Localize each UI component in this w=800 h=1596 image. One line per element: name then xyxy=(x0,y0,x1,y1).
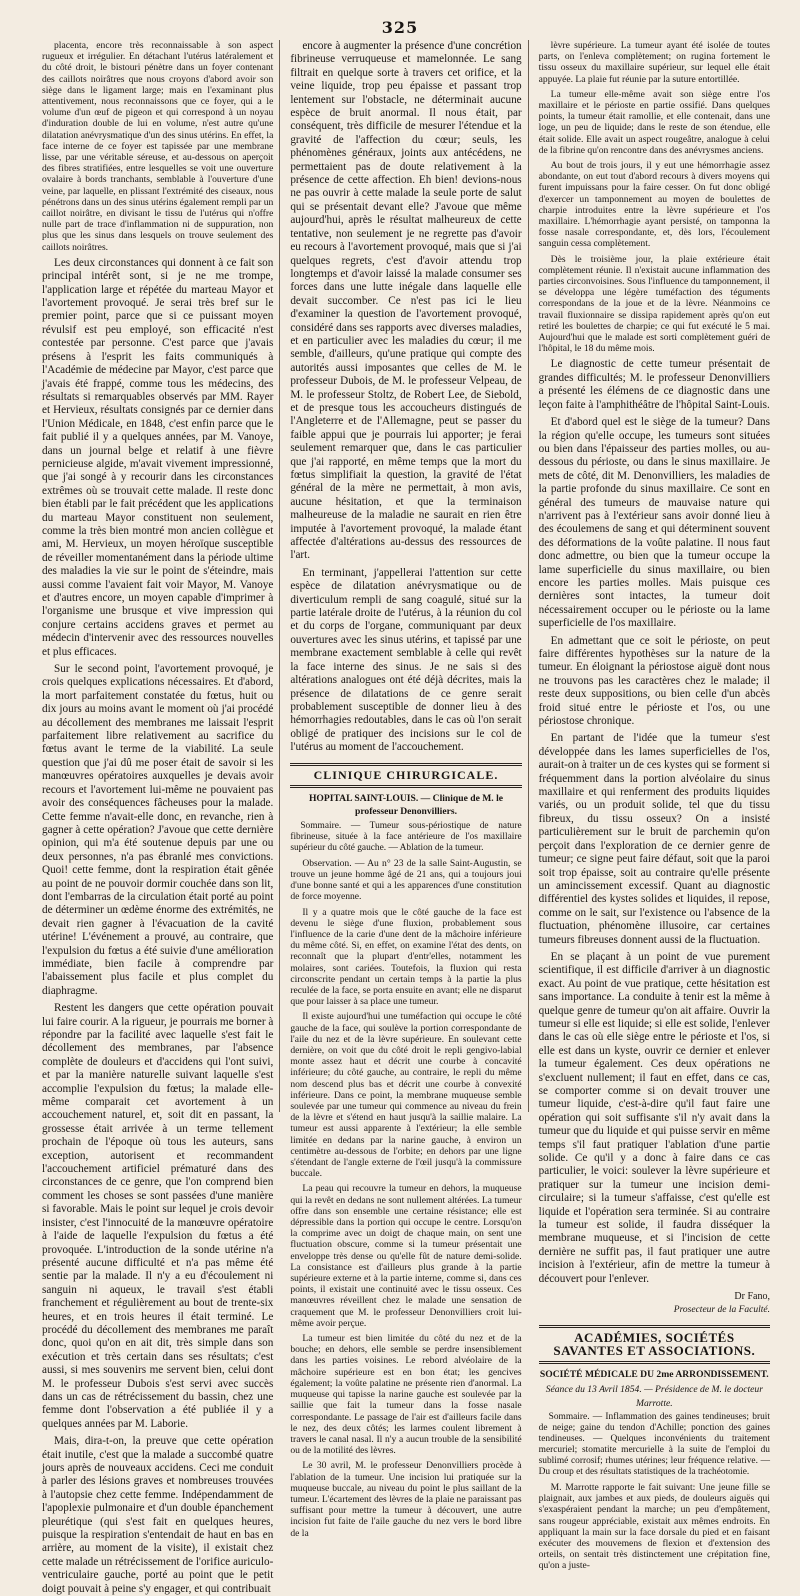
paragraph: Mais, dira-t-on, la preuve que cette opération était inutile, c'est que la malade a succombé quatre jours après de nouveaux accidens. Ceci me conduit à parler des lésions graves et nombreuses trouvées à l'autopsie chez cette femme. Indépendamment de l'apoplexie pulmonaire et d'un double épanchement pleurétique (qui s'est fait en quelques heures, puisque la respiration s'entendait de haut en bas en arrière, au moment de la visite), il existait chez cette malade un rétrécissement de l'orifice auriculo-ventriculaire gauche, porté au point que le petit doigt pouvait à peine s'y engager, et qui contribuait xyxy=(42,1435,274,1595)
paragraph: La tumeur elle-même avait son siège entre l'os maxillaire et le périoste en partie ossifié. Dans quelques points, la tumeur était ramollie, et elle contenait, dans une loge, un peu de liquide; dans le reste de son étendue, elle était solide. Elle avait un aspect rougeâtre, analogue à celui de la fibrine qu'on rencontre dans des anévrysmes anciens. xyxy=(538,88,770,156)
session-line: Séance du 13 Avril 1854. — Présidence de M. le docteur Marrotte. xyxy=(545,1384,763,1409)
section-heading-clinique: CLINIQUE CHIRURGICALE. xyxy=(290,763,521,788)
paragraph: En partant de l'idée que la tumeur s'est développée dans les lames superficielles de l'os, aurait-on à traiter un de ces kystes qui se forment si fréquemment dans la portion alvéolaire du sinus maxillaire et qui renferment des produits liquides variés, ou un produit solide, tel que du tissu fibreux, du tissu osseux? On a insisté particulièrement sur le bruit de parchemin qu'on perçoit dans l'exploration de ce dernier genre de tumeur; ce signe peut faire défaut, soit que la paroi soit trop épaisse, soit au contraire qu'elle présente un amincissement excessif. Quant au diagnostic différentiel des kystes solides et liquides, il repose, comme on le sait, sur l'existence ou l'absence de la fluctuation, phénomène illusoire, car certaines tumeurs fibreuses donnent aussi de la fluctuation. xyxy=(538,732,770,946)
column-left xyxy=(42,40,280,1595)
article-columns xyxy=(42,40,770,1595)
paragraph: Observation. — Au n° 23 de la salle Saint-Augustin, se trouve un jeune homme âgé de 21 ans, qui a toujours joui d'une bonne santé et qui a les apparences d'une constitution de force moyenne. xyxy=(290,857,522,903)
sommaire: Sommaire. — Tumeur sous-périostique de nature fibrineuse, située à la face antérieure de l'os maxillaire supérieur du côté gauche. — Ablation de la tumeur. xyxy=(290,820,522,853)
paragraph: Au bout de trois jours, il y eut une hémorrhagie assez abondante, on eut tout d'abord recours à divers moyens qui furent impuissans pour la faire cesser. On fut donc obligé d'exercer un tamponnement au moyen de boulettes de charpie introduites entre la lèvre supérieure et l'os maxillaire. L'hémorrhagie ayant persisté, on tamponna la fosse nasale correspondante, et, dès lors, l'écoulement sanguin cessa complètement. xyxy=(538,160,770,250)
hospital-heading: HOPITAL SAINT-LOUIS. — Clinique de M. le professeur Denonvilliers. xyxy=(308,792,504,818)
paragraph: M. Marrotte rapporte le fait suivant: Une jeune fille se plaignait, aux jambes et aux pieds, de douleurs aiguës qui s'exaspéraient pendant la marche; un peu d'empâtement, sans rougeur appréciable, existait aux mêmes endroits. En appliquant la main sur la face dorsale du pied et en faisant exécuter des mouvemens de flexion et d'extension des orteils, on sentait très distinctement une crépitation fine, qu'on a juste- xyxy=(538,1481,770,1572)
paragraph: lèvre supérieure. La tumeur ayant été isolée de toutes parts, on l'enleva complètement; on rugina fortement le tissu osseux du maxillaire supérieur, sur lequel elle était appuyée. La plaie fut réunie par la suture entortillée. xyxy=(538,40,770,85)
column-right xyxy=(538,40,770,1572)
author-signature: Dr Fano, xyxy=(734,1291,770,1303)
paragraph: Dès le troisième jour, la plaie extérieure était complètement réunie. Il n'existait aucune inflammation des parties circonvoisines. Sous l'influence du tamponnement, il se développa une légère tuméfaction des téguments correspondans de la joue et de la lèvre. Néanmoins ce travail fluxionnaire se dissipa rapidement après qu'on eut retiré les boulettes de charpie; ce qui fut exécuté le 5 mai. Aujourd'hui que le malade est sorti complètement guéri de l'hôpital, le 18 du même mois. xyxy=(538,253,770,355)
paragraph: La tumeur est bien limitée du côté du nez et de la bouche; en dehors, elle semble se perdre insensiblement dans les parties voisines. Le rebord alvéolaire de la mâchoire supérieure est en bon état; les gencives également; la voûte palatine ne présente rien d'anormal. La muqueuse qui tapisse la narine gauche est soulevée par la saillie que fait la tumeur dans la fosse nasale correspondante. Le passage de l'air est d'ailleurs facile dans le nez, des deux côtés; les larmes coulent librement à travers le canal nasal. Il n'y a aucun trouble de la sensibilité ou de la motilité des lèvres. xyxy=(290,1333,522,1457)
paragraph: En se plaçant à un point de vue purement scientifique, il est difficile d'arriver à un diagnostic exact. Au point de vue pratique, cette hésitation est sans importance. La conduite à tenir est la même à quelque genre de tumeur qu'on ait affaire. Ouvrir la tumeur si elle est liquide; si elle est solide, l'enlever dans le cas où elle siège entre le périoste et l'os, si elle est dans un kyste, ouvrir ce dernier et enlever la tumeur également. Ces deux opérations ne s'excluent nullement; il faut en effet, dans ce cas, se comporter comme si on devait trouver une tumeur liquide, c'est-à-dire qu'il faut faire une opération qui soit suffisante s'il n'y avait dans la tumeur que du liquide et qui puisse servir en même temps s'il faut pratiquer l'ablation d'une partie solide. Ce qu'il y a donc à faire dans ce cas particulier, le voici: soulever la lèvre supérieure et pratiquer sur la tumeur une incision demi-circulaire; si la tumeur s'affaisse, c'est qu'elle est liquide et l'opération sera terminée. Si au contraire la tumeur est solide, il faudra disséquer la membrane muqueuse, et si l'incision de cette dernière ne suffit pas, il faut pratiquer une autre incision à l'extérieur, afin de mettre la tumeur à découvert pour l'enlever. xyxy=(538,950,770,1285)
paragraph: La peau qui recouvre la tumeur en dehors, la muqueuse qui la revêt en dedans ne sont nullement altérées. La tumeur offre dans son ensemble une certaine résistance; elle est dépressible dans la portion qui occupe le centre. Lorsqu'on la comprime avec un doigt de chaque main, on sent une fluctuation obscure, comme si la tumeur présentait une enveloppe très dense ou qu'elle fût de nature demi-solide. La consistance est d'ailleurs plus grande à la partie supérieure externe et à la partie interne, comme si, dans ces points, il existait une continuité avec le tissu osseux. Ces manœuvres réveillent chez le malade une sensation de craquement que M. le professeur Denonvilliers croit lui-même avoir perçue. xyxy=(290,1183,522,1329)
paragraph: En admettant que ce soit le périoste, on peut faire différentes hypothèses sur la nature de la tumeur. En éloignant la périostose aiguë dont nous ne trouvons pas les caractères chez le malade; il reste deux suppositions, ou bien celle d'un abcès froid situé entre le périoste et l'os, ou une périostose chronique. xyxy=(538,634,770,728)
section-heading-academies: ACADÉMIES, SOCIÉTÉS SAVANTES ET ASSOCIATIONS. xyxy=(539,1325,770,1364)
author-title: Prosecteur de la Faculté. xyxy=(673,1304,770,1315)
paragraph: En terminant, j'appellerai l'attention sur cette espèce de dilatation anévrysmatique ou de diverticulum rempli de sang coagulé, situé sur la partie latérale droite de l'utérus, à la réunion du col et du corps de l'organe, communiquant par deux ouvertures avec les sinus utérins, et tapissé par une membrane exactement semblable à celle qui revêt la face interne des sinus. Je ne sais si des altérations analogues ont été déjà décrites, mais la présence de dilatations de ce genre serait probablement susceptible de donner lieu à des hémorrhagies redoutables, dans le cas où l'on serait obligé de pratiquer des incisions sur le col de l'utérus au moment de l'accouchement. xyxy=(290,566,522,754)
paragraph: placenta, encore très reconnaissable à son aspect rugueux et irrégulier. En détachant l'utérus latéralement et du côté droit, le bistouri pénètre dans un foyer contenant des caillots noirâtres que nous croyons d'abord avoir son siège dans le ligament large; mais en l'examinant plus attentivement, nous reconnaissons que ce foyer, qui a le volume d'un œuf de pigeon et qui correspond à un noyau d'induration double de lui en volume, n'est autre qu'une dilatation anévrysmatique d'un des sinus utérins. En effet, la face interne de ce foyer est tapissée par une membrane lisse, par une véritable séreuse, et au-dessous on aperçoit des fibres stratifiées, entre lesquelles se voit une ouverture ovalaire à bords tranchants, semblable à l'ouverture d'une veine, par laquelle, en plissant l'extrémité des ciseaux, nous pénétrons dans un des sinus utérins également rempli par un caillot noirâtre, en divisant le tissu de l'utérus qui n'offre nulle part de trace d'inflammation ni de suppuration, non plus que les sinus dans lesquels on trouve seulement des caillots noirâtres. xyxy=(42,40,274,253)
sommaire: Sommaire. — Inflammation des gaines tendineuses; bruit de neige; gaine du tendon d'Achille; ponction des gaines tendineuses. — Quelques inconvénients du traitement mercuriel; stomatite mercurielle à la suite de l'emploi du sublimé corrosif; rhumes utérines; leur fréquence relative. — Du croup et des résultats statistiques de la trachéotomie. xyxy=(538,1411,770,1477)
paragraph: Le diagnostic de cette tumeur présentait de grandes difficultés; M. le professeur Denonvilliers a présenté les élémens de ce diagnostic dans une leçon faite à l'amphithéâtre de l'hôpital Saint-Louis. xyxy=(538,358,770,411)
column-middle xyxy=(290,40,528,1539)
paragraph: Et d'abord quel est le siège de la tumeur? Dans la région qu'elle occupe, les tumeurs sont situées ou bien dans l'épaisseur des parties molles, ou au-dessous du périoste, ou dans le sinus maxillaire. Je mets de côté, dit M. Denonvilliers, les maladies de la partie profonde du sinus maxillaire. Ce sont en général des tumeurs de mauvaise nature qui n'arrivent pas à l'extérieur sans avoir donné lieu à des écoulemens de sang et qui déterminent souvent des déformations de la voûte palatine. Il nous faut donc admettre, ou bien que la tumeur occupe la lame superficielle du sinus maxillaire, ou bien encore les parties molles. Mais puisque ces dernières sont intactes, la tumeur doit nécessairement occuper ou le périoste ou la lame superficielle de l'os maxillaire. xyxy=(538,416,770,630)
page-number: 325 xyxy=(381,18,419,37)
paragraph: Sur le second point, l'avortement provoqué, je crois quelques explications nécessaires. Et d'abord, la mort parfaitement constatée du fœtus, huit ou dix jours au moins avant le moment où j'ai procédé au décollement des membranes me laissait l'esprit parfaitement libre relativement au sacrifice du fœtus avant le terme de la viabilité. La seule question que j'ai dû me poser était de savoir si les manœuvres opératoires auxquelles je devais avoir recours et l'avortement lui-même ne pouvaient pas avoir des conséquences fâcheuses pour la malade. Cette femme n'avait-elle donc, en revanche, rien à gagner à cette opération? J'avoue que cette dernière opinion, qui m'a été soutenue depuis par une ou deux personnes, n'a pas ébranlé mes convictions. Quoi! cette femme, dont la respiration était gênée au point de ne pouvoir dormir couchée dans son lit, dont l'embarras de la circulation était porté au point de déterminer un œdème énorme des extrémités, ne devait rien gagner à l'évacuation de la cavité utérine! L'événement a prouvé, au contraire, que l'expulsion du fœtus a été suivie d'une amélioration immédiate, bien facile à comprendre par l'abaissement plus facile et plus complet du diaphragme. xyxy=(42,663,274,997)
paragraph: Restent les dangers que cette opération pouvait lui faire courir. A la rigueur, je pourrais me borner à répondre par la facilité avec laquelle s'est fait le décollement des membranes, par l'absence complète de douleurs et d'accidens qui l'ont suivi, et par la manière naturelle suivant laquelle s'est accomplie l'expulsion du fœtus; la malade elle-même comparait cet avortement à un accouchement naturel, et, soit dit en passant, la grossesse était arrivée à un terme tellement prochain de l'époque où tous les auteurs, sans exception, autorisent et recommandent l'accouchement artificiel prématuré dans des circonstances de ce genre, que l'on comprend bien comment les choses se sont passées d'une manière si favorable. Mais le point sur lequel je crois devoir insister, c'est l'innocuité de la manœuvre opératoire à l'aide de laquelle l'expulsion du fœtus a été provoquée. L'introduction de la sonde utérine n'a présenté aucune difficulté et n'a pas même été sentie par la malade. Il n'y a eu d'écoulement ni sanguin ni aqueux, le travail s'est établi franchement et régulièrement au bout de trente-six heures, et en trois heures il était terminé. Le procédé du décollement des membranes me paraît donc, quoi qu'on en ait dit, très simple dans son exécution et très certain dans ses résultats; c'est aussi, si mes souvenirs me servent bien, celui dont M. le professeur Dubois s'est servi avec succès dans un cas de rétrécissement du bassin, chez une femme dont l'observation a été publiée il y a quelques années par M. Laborie. xyxy=(42,1002,274,1430)
paragraph: Il y a quatre mois que le côté gauche de la face est devenu le siège d'une fluxion, probablement sous l'influence de la carie d'une dent de la mâchoire inférieure du même côté. Si, en effet, on examine l'état des dents, on reconnaît que la plupart d'entr'elles, notamment les molaires, sont cariées. Toutefois, la fluxion qui resta circonscrite pendant un certain temps à la partie la plus reculée de la face, se porta ensuite en avant; elle ne disparut que pour laisser à sa place une tumeur. xyxy=(290,906,522,1008)
paragraph: encore à augmenter la présence d'une concrétion fibrineuse verruqueuse et mamelonnée. Le sang filtrait en quelque sorte à travers cet orifice, et la veine liquide, trop peu épaisse et passant trop lentement sur l'obstacle, ne déterminait aucune espèce de bruit anormal. Il nous était, par conséquent, très difficile de mesurer l'étendue et la gravité de l'affection du cœur; seuls, les phénomènes généraux, joints aux antécédens, ne permettaient pas de doute relativement à la présence de cette affection. Eh bien! devions-nous ne pas ouvrir à cette malade la seule porte de salut qui se présentait devant elle? J'avoue que même aujourd'hui, après le résultat malheureux de cette tentative, non seulement je ne regrette pas d'avoir eu recours à l'avortement provoqué, mais que si j'ai quelques regrets, c'est d'avoir attendu trop longtemps et d'avoir laissé la malade consumer ses forces dans une lutte inégale dans laquelle elle devait succomber. Ce n'est pas ici le lieu d'examiner la question de l'avortement provoqué, considéré dans ses rapports avec diverses maladies, et en particulier avec les maladies du cœur; il me semble, d'ailleurs, qu'une pratique qui compte des autorités aussi imposantes que celles de M. le professeur Dubois, de M. le professeur Velpeau, de M. le professeur Stoltz, de Robert Lee, de Siebold, et de presque tous les accoucheurs distingués de l'Angleterre et de l'Allemagne, peut se passer du faible appui que je pourrais lui apporter; je ferai seulement remarquer que, dans le cas particulier que j'ai rapporté, en même temps que la mort du fœtus simplifiait la question, la gravité de l'état général de la mère ne permettait, à mon avis, aucune hésitation, et que la terminaison malheureuse de la maladie ne saurait en rien être imputée à l'avortement provoqué, la malade étant affectée d'altérations au-dessus des ressources de l'art. xyxy=(290,40,522,562)
paragraph: Il existe aujourd'hui une tuméfaction qui occupe le côté gauche de la face, qui soulève la portion correspondante de l'aile du nez et de la lèvre supérieure. En soulevant cette dernière, on voit que du côté droit le repli gengivo-labial monte assez haut et décrit une courbe à concavité inférieure; du côté gauche, au contraire, le repli du même nom descend plus bas et décrit une courbe à convexité inférieure. Dans ce point, la membrane muqueuse semble soulevée par une tumeur qui commence au niveau du frein de la lèvre et s'étend en haut jusqu'à la saillie malaire. La tumeur est aussi apparente à l'extérieur; la elle semble limitée en dedans par la narine gauche, à environ un centimètre au-dessous de l'orbite; en dehors par une ligne s'étendant de l'angle externe de l'œil jusqu'à la commissure buccale. xyxy=(290,1011,522,1180)
paragraph: Les deux circonstances qui donnent à ce fait son principal intérêt sont, si je ne me trompe, l'application large et répétée du marteau Mayor et l'avortement provoqué. Je serai très bref sur le premier point, parce que si ce puissant moyen révulsif est peu employé, son efficacité n'est contestée par personne. C'est parce que j'avais présens à l'esprit les faits communiqués à l'Académie de médecine par Mayor, c'est parce que j'avais été frappé, comme tous les médecins, des résultats si remarquables observés par MM. Rayer et Hervieux, résultats consignés par ce dernier dans l'Union Médicale, en 1848, c'est enfin parce que le fait publié il y a quelques années, par M. Vanoye, dans un journal belge et relatif à une fièvre pernicieuse algide, m'avait vivement impressionné, que j'ai songé à y recourir dans les circonstances extrêmes où se trouvait cette malade. Il reste donc bien établi par le fait précédent que les applications du marteau Mayor constituent non seulement, comme la très bien montré mon ancien collègue et ami, M. Hervieux, un moyen héroïque susceptible de réveiller momentanément dans la période ultime des maladies la vie sur le point de s'éteindre, mais aussi comme l'avaient fait voir Mayor, M. Vanoye et d'autres encore, un moyen capable d'imprimer à l'organisme une brusque et vive impression qui conjure certains accidens graves et permet au médecin d'intervenir avec des ressources nouvelles et plus efficaces. xyxy=(42,256,274,658)
paragraph: Le 30 avril, M. le professeur Denonvilliers procède à l'ablation de la tumeur. Une incision lui pratiquée sur la muqueuse buccale, au niveau du point le plus saillant de la tumeur. L'écartement des lèvres de la plaie ne paraissant pas suffisant pour mettre la tumeur à découvert, une autre incision fut faite de l'aile gauche du nez vers le bord libre de la xyxy=(290,1460,522,1539)
society-heading: SOCIÉTÉ MÉDICALE DU 2me ARRONDISSEMENT. xyxy=(539,1368,769,1380)
